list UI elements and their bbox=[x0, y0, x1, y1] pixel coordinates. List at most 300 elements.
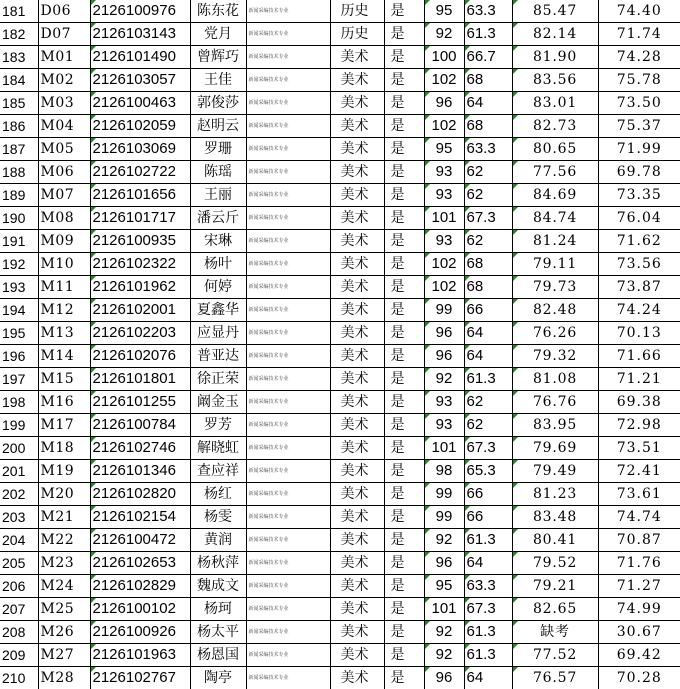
position-note-cell[interactable] bbox=[246, 138, 330, 161]
interview-score-cell[interactable] bbox=[512, 207, 598, 230]
candidate-id-cell[interactable] bbox=[90, 621, 190, 644]
candidate-name-cell[interactable] bbox=[190, 0, 246, 23]
eligibility-cell[interactable] bbox=[384, 414, 424, 437]
subject-cell[interactable] bbox=[330, 483, 384, 506]
candidate-id-cell[interactable] bbox=[90, 184, 190, 207]
interview-score-cell[interactable] bbox=[512, 46, 598, 69]
total-score-cell[interactable] bbox=[598, 46, 680, 69]
position-note-cell[interactable] bbox=[246, 529, 330, 552]
candidate-name-cell[interactable] bbox=[190, 230, 246, 253]
eligibility-cell[interactable] bbox=[384, 644, 424, 667]
position-note-cell[interactable] bbox=[246, 483, 330, 506]
candidate-id-cell[interactable] bbox=[90, 667, 190, 689]
eligibility-cell[interactable] bbox=[384, 322, 424, 345]
interview-score-cell[interactable] bbox=[512, 529, 598, 552]
exam-code-cell[interactable] bbox=[38, 0, 90, 23]
total-score-cell[interactable] bbox=[598, 437, 680, 460]
position-note-cell[interactable] bbox=[246, 23, 330, 46]
position-note-cell[interactable] bbox=[246, 0, 330, 23]
interview-score-cell[interactable] bbox=[512, 69, 598, 92]
subject-cell[interactable] bbox=[330, 46, 384, 69]
candidate-name-cell[interactable] bbox=[190, 207, 246, 230]
exam-code-cell[interactable] bbox=[38, 115, 90, 138]
subject-cell[interactable] bbox=[330, 368, 384, 391]
candidate-id-cell[interactable] bbox=[90, 437, 190, 460]
written-converted-score-cell[interactable] bbox=[464, 230, 512, 253]
written-raw-score-cell[interactable] bbox=[424, 115, 464, 138]
position-note-cell[interactable] bbox=[246, 575, 330, 598]
total-score-cell[interactable] bbox=[598, 322, 680, 345]
eligibility-cell[interactable] bbox=[384, 552, 424, 575]
candidate-id-cell[interactable] bbox=[90, 506, 190, 529]
candidate-id-cell[interactable] bbox=[90, 0, 190, 23]
written-raw-score-cell[interactable] bbox=[424, 138, 464, 161]
subject-cell[interactable] bbox=[330, 598, 384, 621]
total-score-cell[interactable] bbox=[598, 161, 680, 184]
subject-cell[interactable] bbox=[330, 299, 384, 322]
interview-score-cell[interactable] bbox=[512, 621, 598, 644]
exam-code-cell[interactable] bbox=[38, 437, 90, 460]
written-converted-score-cell[interactable] bbox=[464, 92, 512, 115]
interview-score-cell[interactable] bbox=[512, 184, 598, 207]
eligibility-cell[interactable] bbox=[384, 207, 424, 230]
position-note-cell[interactable] bbox=[246, 276, 330, 299]
position-note-cell[interactable] bbox=[246, 230, 330, 253]
eligibility-cell[interactable] bbox=[384, 92, 424, 115]
total-score-cell[interactable] bbox=[598, 368, 680, 391]
position-note-cell[interactable] bbox=[246, 391, 330, 414]
subject-cell[interactable] bbox=[330, 92, 384, 115]
candidate-id-cell[interactable] bbox=[90, 115, 190, 138]
position-note-cell[interactable] bbox=[246, 414, 330, 437]
candidate-name-cell[interactable] bbox=[190, 644, 246, 667]
written-raw-score-cell[interactable] bbox=[424, 575, 464, 598]
candidate-name-cell[interactable] bbox=[190, 621, 246, 644]
row-index-cell[interactable] bbox=[0, 368, 38, 391]
subject-cell[interactable] bbox=[330, 69, 384, 92]
eligibility-cell[interactable] bbox=[384, 0, 424, 23]
subject-cell[interactable] bbox=[330, 437, 384, 460]
candidate-name-cell[interactable] bbox=[190, 69, 246, 92]
position-note-cell[interactable] bbox=[246, 506, 330, 529]
candidate-id-cell[interactable] bbox=[90, 138, 190, 161]
eligibility-cell[interactable] bbox=[384, 276, 424, 299]
position-note-cell[interactable] bbox=[246, 161, 330, 184]
subject-cell[interactable] bbox=[330, 138, 384, 161]
written-raw-score-cell[interactable] bbox=[424, 184, 464, 207]
subject-cell[interactable] bbox=[330, 230, 384, 253]
interview-score-cell[interactable] bbox=[512, 115, 598, 138]
written-converted-score-cell[interactable] bbox=[464, 391, 512, 414]
subject-cell[interactable] bbox=[330, 184, 384, 207]
position-note-cell[interactable] bbox=[246, 69, 330, 92]
written-raw-score-cell[interactable] bbox=[424, 0, 464, 23]
written-converted-score-cell[interactable] bbox=[464, 276, 512, 299]
total-score-cell[interactable] bbox=[598, 483, 680, 506]
exam-code-cell[interactable] bbox=[38, 276, 90, 299]
exam-code-cell[interactable] bbox=[38, 644, 90, 667]
written-converted-score-cell[interactable] bbox=[464, 414, 512, 437]
candidate-id-cell[interactable] bbox=[90, 46, 190, 69]
written-raw-score-cell[interactable] bbox=[424, 483, 464, 506]
candidate-id-cell[interactable] bbox=[90, 598, 190, 621]
total-score-cell[interactable] bbox=[598, 207, 680, 230]
row-index-cell[interactable] bbox=[0, 276, 38, 299]
written-converted-score-cell[interactable] bbox=[464, 667, 512, 689]
exam-code-cell[interactable] bbox=[38, 92, 90, 115]
row-index-cell[interactable] bbox=[0, 414, 38, 437]
total-score-cell[interactable] bbox=[598, 69, 680, 92]
exam-code-cell[interactable] bbox=[38, 414, 90, 437]
position-note-cell[interactable] bbox=[246, 345, 330, 368]
subject-cell[interactable] bbox=[330, 23, 384, 46]
position-note-cell[interactable] bbox=[246, 437, 330, 460]
row-index-cell[interactable] bbox=[0, 299, 38, 322]
eligibility-cell[interactable] bbox=[384, 230, 424, 253]
interview-score-cell[interactable] bbox=[512, 575, 598, 598]
eligibility-cell[interactable] bbox=[384, 184, 424, 207]
eligibility-cell[interactable] bbox=[384, 115, 424, 138]
total-score-cell[interactable] bbox=[598, 391, 680, 414]
exam-code-cell[interactable] bbox=[38, 506, 90, 529]
written-raw-score-cell[interactable] bbox=[424, 276, 464, 299]
interview-score-cell[interactable] bbox=[512, 23, 598, 46]
eligibility-cell[interactable] bbox=[384, 621, 424, 644]
exam-code-cell[interactable] bbox=[38, 621, 90, 644]
candidate-id-cell[interactable] bbox=[90, 322, 190, 345]
row-index-cell[interactable] bbox=[0, 161, 38, 184]
interview-score-cell[interactable] bbox=[512, 483, 598, 506]
exam-code-cell[interactable] bbox=[38, 46, 90, 69]
written-converted-score-cell[interactable] bbox=[464, 483, 512, 506]
exam-code-cell[interactable] bbox=[38, 184, 90, 207]
exam-code-cell[interactable] bbox=[38, 322, 90, 345]
written-converted-score-cell[interactable] bbox=[464, 0, 512, 23]
total-score-cell[interactable] bbox=[598, 598, 680, 621]
candidate-id-cell[interactable] bbox=[90, 230, 190, 253]
eligibility-cell[interactable] bbox=[384, 299, 424, 322]
candidate-name-cell[interactable] bbox=[190, 161, 246, 184]
eligibility-cell[interactable] bbox=[384, 161, 424, 184]
position-note-cell[interactable] bbox=[246, 92, 330, 115]
candidate-name-cell[interactable] bbox=[190, 299, 246, 322]
candidate-id-cell[interactable] bbox=[90, 644, 190, 667]
interview-score-cell[interactable] bbox=[512, 345, 598, 368]
position-note-cell[interactable] bbox=[246, 598, 330, 621]
row-index-cell[interactable] bbox=[0, 667, 38, 689]
written-converted-score-cell[interactable] bbox=[464, 299, 512, 322]
interview-score-cell[interactable] bbox=[512, 253, 598, 276]
exam-code-cell[interactable] bbox=[38, 253, 90, 276]
row-index-cell[interactable] bbox=[0, 207, 38, 230]
row-index-cell[interactable] bbox=[0, 460, 38, 483]
candidate-id-cell[interactable] bbox=[90, 207, 190, 230]
written-raw-score-cell[interactable] bbox=[424, 46, 464, 69]
subject-cell[interactable] bbox=[330, 345, 384, 368]
exam-code-cell[interactable] bbox=[38, 69, 90, 92]
row-index-cell[interactable] bbox=[0, 23, 38, 46]
total-score-cell[interactable] bbox=[598, 138, 680, 161]
exam-code-cell[interactable] bbox=[38, 207, 90, 230]
candidate-id-cell[interactable] bbox=[90, 391, 190, 414]
total-score-cell[interactable] bbox=[598, 644, 680, 667]
subject-cell[interactable] bbox=[330, 0, 384, 23]
written-converted-score-cell[interactable] bbox=[464, 575, 512, 598]
total-score-cell[interactable] bbox=[598, 529, 680, 552]
written-raw-score-cell[interactable] bbox=[424, 506, 464, 529]
candidate-id-cell[interactable] bbox=[90, 552, 190, 575]
written-raw-score-cell[interactable] bbox=[424, 621, 464, 644]
written-converted-score-cell[interactable] bbox=[464, 598, 512, 621]
written-converted-score-cell[interactable] bbox=[464, 621, 512, 644]
interview-score-cell[interactable] bbox=[512, 276, 598, 299]
position-note-cell[interactable] bbox=[246, 253, 330, 276]
candidate-name-cell[interactable] bbox=[190, 460, 246, 483]
subject-cell[interactable] bbox=[330, 276, 384, 299]
position-note-cell[interactable] bbox=[246, 322, 330, 345]
candidate-name-cell[interactable] bbox=[190, 138, 246, 161]
total-score-cell[interactable] bbox=[598, 552, 680, 575]
candidate-name-cell[interactable] bbox=[190, 391, 246, 414]
subject-cell[interactable] bbox=[330, 322, 384, 345]
total-score-cell[interactable] bbox=[598, 184, 680, 207]
interview-score-cell[interactable] bbox=[512, 0, 598, 23]
candidate-name-cell[interactable] bbox=[190, 46, 246, 69]
subject-cell[interactable] bbox=[330, 644, 384, 667]
written-converted-score-cell[interactable] bbox=[464, 460, 512, 483]
row-index-cell[interactable] bbox=[0, 391, 38, 414]
interview-score-cell[interactable] bbox=[512, 368, 598, 391]
total-score-cell[interactable] bbox=[598, 299, 680, 322]
interview-score-cell[interactable] bbox=[512, 667, 598, 689]
interview-score-cell[interactable] bbox=[512, 437, 598, 460]
exam-code-cell[interactable] bbox=[38, 529, 90, 552]
candidate-id-cell[interactable] bbox=[90, 345, 190, 368]
written-converted-score-cell[interactable] bbox=[464, 529, 512, 552]
row-index-cell[interactable] bbox=[0, 575, 38, 598]
written-raw-score-cell[interactable] bbox=[424, 552, 464, 575]
interview-score-cell[interactable] bbox=[512, 322, 598, 345]
written-raw-score-cell[interactable] bbox=[424, 322, 464, 345]
eligibility-cell[interactable] bbox=[384, 529, 424, 552]
interview-score-cell[interactable] bbox=[512, 552, 598, 575]
written-converted-score-cell[interactable] bbox=[464, 69, 512, 92]
total-score-cell[interactable] bbox=[598, 23, 680, 46]
row-index-cell[interactable] bbox=[0, 506, 38, 529]
exam-code-cell[interactable] bbox=[38, 391, 90, 414]
written-raw-score-cell[interactable] bbox=[424, 529, 464, 552]
subject-cell[interactable] bbox=[330, 667, 384, 689]
total-score-cell[interactable] bbox=[598, 230, 680, 253]
written-raw-score-cell[interactable] bbox=[424, 23, 464, 46]
written-converted-score-cell[interactable] bbox=[464, 322, 512, 345]
candidate-name-cell[interactable] bbox=[190, 598, 246, 621]
position-note-cell[interactable] bbox=[246, 184, 330, 207]
total-score-cell[interactable] bbox=[598, 92, 680, 115]
candidate-name-cell[interactable] bbox=[190, 115, 246, 138]
row-index-cell[interactable] bbox=[0, 184, 38, 207]
total-score-cell[interactable] bbox=[598, 115, 680, 138]
written-raw-score-cell[interactable] bbox=[424, 299, 464, 322]
row-index-cell[interactable] bbox=[0, 253, 38, 276]
row-index-cell[interactable] bbox=[0, 230, 38, 253]
exam-code-cell[interactable] bbox=[38, 667, 90, 689]
subject-cell[interactable] bbox=[330, 253, 384, 276]
row-index-cell[interactable] bbox=[0, 0, 38, 23]
interview-score-cell[interactable] bbox=[512, 161, 598, 184]
interview-score-cell[interactable] bbox=[512, 460, 598, 483]
row-index-cell[interactable] bbox=[0, 644, 38, 667]
exam-code-cell[interactable] bbox=[38, 460, 90, 483]
position-note-cell[interactable] bbox=[246, 46, 330, 69]
candidate-name-cell[interactable] bbox=[190, 322, 246, 345]
candidate-id-cell[interactable] bbox=[90, 253, 190, 276]
candidate-id-cell[interactable] bbox=[90, 299, 190, 322]
written-raw-score-cell[interactable] bbox=[424, 414, 464, 437]
candidate-name-cell[interactable] bbox=[190, 92, 246, 115]
position-note-cell[interactable] bbox=[246, 115, 330, 138]
row-index-cell[interactable] bbox=[0, 92, 38, 115]
written-converted-score-cell[interactable] bbox=[464, 345, 512, 368]
exam-code-cell[interactable] bbox=[38, 598, 90, 621]
row-index-cell[interactable] bbox=[0, 46, 38, 69]
candidate-id-cell[interactable] bbox=[90, 23, 190, 46]
total-score-cell[interactable] bbox=[598, 460, 680, 483]
written-raw-score-cell[interactable] bbox=[424, 644, 464, 667]
exam-code-cell[interactable] bbox=[38, 138, 90, 161]
subject-cell[interactable] bbox=[330, 115, 384, 138]
total-score-cell[interactable] bbox=[598, 0, 680, 23]
candidate-name-cell[interactable] bbox=[190, 667, 246, 689]
written-converted-score-cell[interactable] bbox=[464, 368, 512, 391]
candidate-id-cell[interactable] bbox=[90, 368, 190, 391]
interview-score-cell[interactable] bbox=[512, 299, 598, 322]
candidate-name-cell[interactable] bbox=[190, 529, 246, 552]
written-raw-score-cell[interactable] bbox=[424, 391, 464, 414]
candidate-name-cell[interactable] bbox=[190, 253, 246, 276]
position-note-cell[interactable] bbox=[246, 207, 330, 230]
subject-cell[interactable] bbox=[330, 621, 384, 644]
written-converted-score-cell[interactable] bbox=[464, 23, 512, 46]
written-converted-score-cell[interactable] bbox=[464, 161, 512, 184]
written-raw-score-cell[interactable] bbox=[424, 598, 464, 621]
subject-cell[interactable] bbox=[330, 460, 384, 483]
row-index-cell[interactable] bbox=[0, 483, 38, 506]
candidate-name-cell[interactable] bbox=[190, 345, 246, 368]
eligibility-cell[interactable] bbox=[384, 345, 424, 368]
exam-code-cell[interactable] bbox=[38, 575, 90, 598]
candidate-name-cell[interactable] bbox=[190, 506, 246, 529]
row-index-cell[interactable] bbox=[0, 552, 38, 575]
subject-cell[interactable] bbox=[330, 414, 384, 437]
written-raw-score-cell[interactable] bbox=[424, 230, 464, 253]
written-raw-score-cell[interactable] bbox=[424, 92, 464, 115]
written-converted-score-cell[interactable] bbox=[464, 506, 512, 529]
eligibility-cell[interactable] bbox=[384, 575, 424, 598]
candidate-name-cell[interactable] bbox=[190, 552, 246, 575]
subject-cell[interactable] bbox=[330, 575, 384, 598]
written-converted-score-cell[interactable] bbox=[464, 207, 512, 230]
subject-cell[interactable] bbox=[330, 391, 384, 414]
row-index-cell[interactable] bbox=[0, 138, 38, 161]
candidate-name-cell[interactable] bbox=[190, 368, 246, 391]
written-converted-score-cell[interactable] bbox=[464, 552, 512, 575]
total-score-cell[interactable] bbox=[598, 506, 680, 529]
written-converted-score-cell[interactable] bbox=[464, 253, 512, 276]
subject-cell[interactable] bbox=[330, 506, 384, 529]
candidate-id-cell[interactable] bbox=[90, 161, 190, 184]
interview-score-cell[interactable] bbox=[512, 506, 598, 529]
eligibility-cell[interactable] bbox=[384, 437, 424, 460]
position-note-cell[interactable] bbox=[246, 552, 330, 575]
position-note-cell[interactable] bbox=[246, 644, 330, 667]
candidate-name-cell[interactable] bbox=[190, 414, 246, 437]
written-raw-score-cell[interactable] bbox=[424, 460, 464, 483]
eligibility-cell[interactable] bbox=[384, 506, 424, 529]
position-note-cell[interactable] bbox=[246, 368, 330, 391]
exam-code-cell[interactable] bbox=[38, 483, 90, 506]
row-index-cell[interactable] bbox=[0, 69, 38, 92]
exam-code-cell[interactable] bbox=[38, 552, 90, 575]
candidate-id-cell[interactable] bbox=[90, 92, 190, 115]
interview-score-cell[interactable] bbox=[512, 230, 598, 253]
candidate-name-cell[interactable] bbox=[190, 23, 246, 46]
candidate-id-cell[interactable] bbox=[90, 575, 190, 598]
eligibility-cell[interactable] bbox=[384, 667, 424, 689]
written-raw-score-cell[interactable] bbox=[424, 667, 464, 689]
row-index-cell[interactable] bbox=[0, 115, 38, 138]
written-converted-score-cell[interactable] bbox=[464, 115, 512, 138]
written-raw-score-cell[interactable] bbox=[424, 207, 464, 230]
candidate-name-cell[interactable] bbox=[190, 437, 246, 460]
row-index-cell[interactable] bbox=[0, 322, 38, 345]
total-score-cell[interactable] bbox=[598, 667, 680, 689]
exam-code-cell[interactable] bbox=[38, 299, 90, 322]
written-raw-score-cell[interactable] bbox=[424, 69, 464, 92]
candidate-name-cell[interactable] bbox=[190, 184, 246, 207]
candidate-id-cell[interactable] bbox=[90, 276, 190, 299]
row-index-cell[interactable] bbox=[0, 621, 38, 644]
eligibility-cell[interactable] bbox=[384, 460, 424, 483]
candidate-name-cell[interactable] bbox=[190, 276, 246, 299]
exam-code-cell[interactable] bbox=[38, 23, 90, 46]
eligibility-cell[interactable] bbox=[384, 598, 424, 621]
written-raw-score-cell[interactable] bbox=[424, 161, 464, 184]
total-score-cell[interactable] bbox=[598, 345, 680, 368]
candidate-id-cell[interactable] bbox=[90, 483, 190, 506]
row-index-cell[interactable] bbox=[0, 437, 38, 460]
eligibility-cell[interactable] bbox=[384, 253, 424, 276]
row-index-cell[interactable] bbox=[0, 598, 38, 621]
position-note-cell[interactable] bbox=[246, 621, 330, 644]
exam-code-cell[interactable] bbox=[38, 368, 90, 391]
position-note-cell[interactable] bbox=[246, 667, 330, 689]
written-converted-score-cell[interactable] bbox=[464, 46, 512, 69]
interview-score-cell[interactable] bbox=[512, 414, 598, 437]
exam-code-cell[interactable] bbox=[38, 230, 90, 253]
interview-score-cell[interactable] bbox=[512, 391, 598, 414]
row-index-cell[interactable] bbox=[0, 345, 38, 368]
eligibility-cell[interactable] bbox=[384, 138, 424, 161]
position-note-cell[interactable] bbox=[246, 299, 330, 322]
candidate-id-cell[interactable] bbox=[90, 460, 190, 483]
candidate-id-cell[interactable] bbox=[90, 414, 190, 437]
interview-score-cell[interactable] bbox=[512, 598, 598, 621]
exam-code-cell[interactable] bbox=[38, 345, 90, 368]
position-note-cell[interactable] bbox=[246, 460, 330, 483]
subject-cell[interactable] bbox=[330, 529, 384, 552]
eligibility-cell[interactable] bbox=[384, 23, 424, 46]
